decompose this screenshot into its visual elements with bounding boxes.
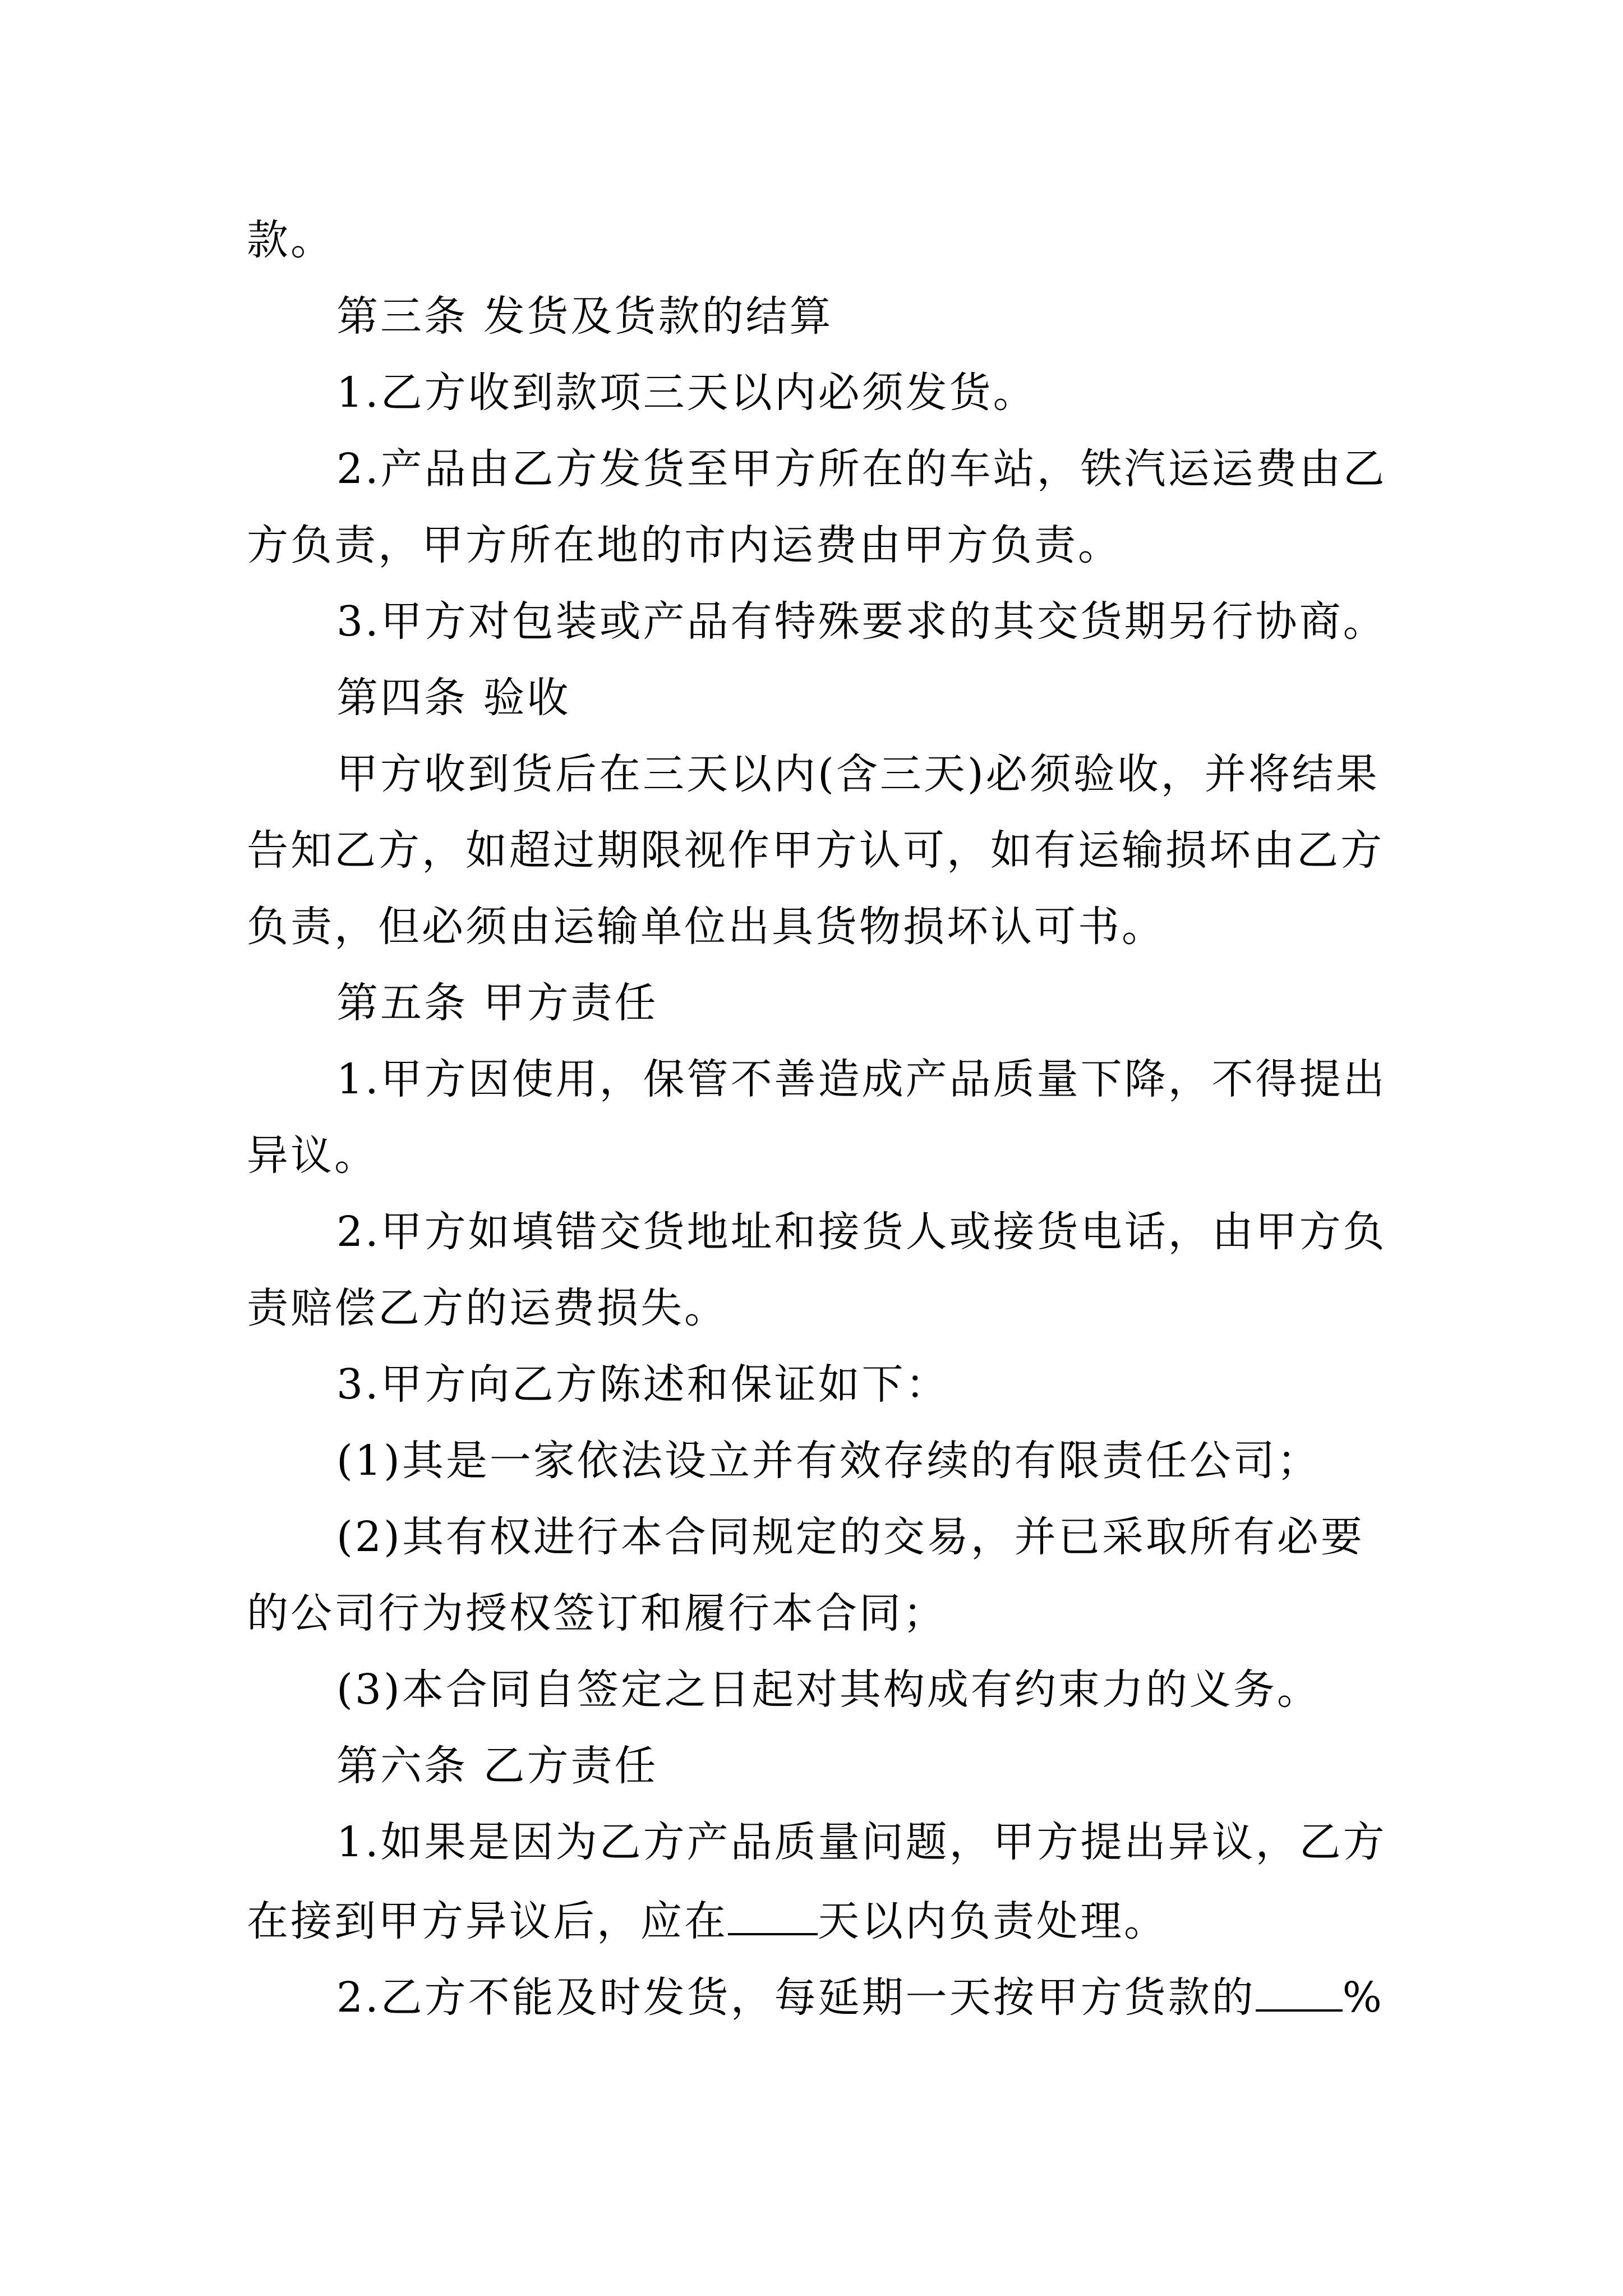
text-line: 异议。 (247, 1131, 378, 1180)
article-heading: 第五条 甲方责任 (336, 979, 658, 1027)
text-line: 3.甲方向乙方陈述和保证如下： (336, 1360, 949, 1409)
text-line: 甲方收到货后在三天以内(含三天)必须验收，并将结果 (336, 750, 1380, 798)
article-heading: 第六条 乙方责任 (336, 1742, 658, 1790)
text-line: 2.产品由乙方发货至甲方所在的车站，铁汽运运费由乙 (336, 445, 1387, 493)
text-line: 责赔偿乙方的运费损失。 (247, 1284, 728, 1332)
article-heading: 第四条 验收 (336, 674, 571, 722)
text-line: 负责，但必须由运输单位出具货物损坏认可书。 (247, 903, 1165, 951)
text-line (336, 1968, 1384, 2024)
text-segment: 在接到甲方异议后，应在 (247, 1897, 728, 1945)
fill-in-blank[interactable] (1256, 1968, 1343, 2012)
text-line: 1.乙方收到款项三天以内必须发货。 (336, 369, 1037, 417)
text-segment: 天以内负责处理。 (818, 1897, 1168, 1945)
text-line: (2)其有权进行本合同规定的交易，并已采取所有必要 (336, 1513, 1364, 1561)
text-line: 告知乙方，如超过期限视作甲方认可，如有运输损坏由乙方 (247, 826, 1384, 875)
fill-in-blank[interactable] (728, 1892, 818, 1935)
text-line: (3)本合同自签定之日起对其构成有约束力的义务。 (336, 1665, 1321, 1714)
article-heading: 第三条 发货及货款的结算 (336, 292, 833, 341)
text-line: 的公司行为授权签订和履行本合同； (247, 1589, 947, 1637)
text-segment: 2.乙方不能及时发货，每延期一天按甲方货款的 (336, 1973, 1256, 2022)
text-line: 方负责，甲方所在地的市内运费由甲方负责。 (247, 521, 1122, 569)
text-segment: % (1342, 1973, 1384, 2022)
text-line: 款。 (247, 216, 334, 264)
text-line: 1.甲方因使用，保管不善造成产品质量下降，不得提出 (336, 1055, 1387, 1103)
text-line (247, 1892, 1168, 1948)
text-line: 1.如果是因为乙方产品质量问题，甲方提出异议，乙方 (336, 1818, 1387, 1866)
text-line: 3.甲方对包装或产品有特殊要求的其交货期另行协商。 (336, 597, 1387, 646)
text-line: 2.甲方如填错交货地址和接货人或接货电话，由甲方负 (336, 1208, 1387, 1256)
text-line: (1)其是一家依法设立并有效存续的有限责任公司； (336, 1437, 1321, 1485)
